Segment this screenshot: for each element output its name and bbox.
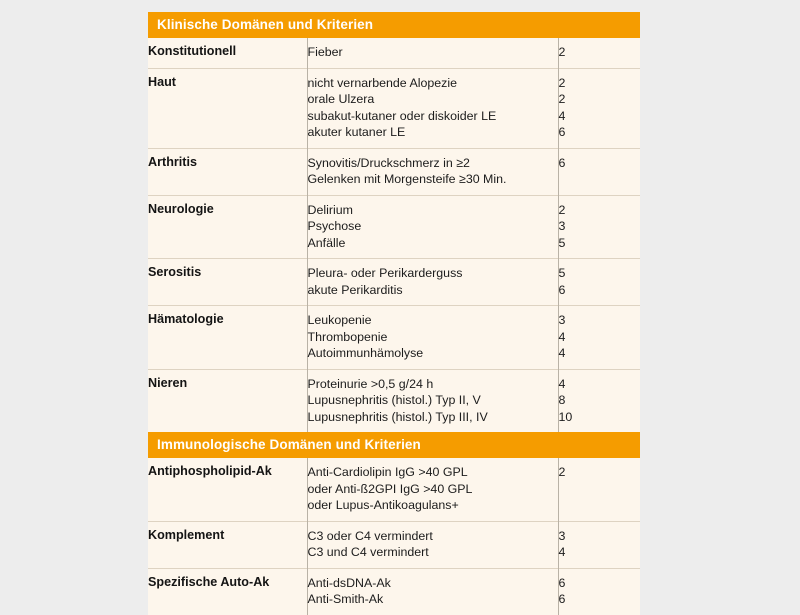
score-line: 4 xyxy=(558,346,566,360)
score-line: 4 xyxy=(558,108,566,123)
score-cell xyxy=(558,521,640,568)
score-line: 2 xyxy=(558,202,566,217)
criteria-table-container xyxy=(148,12,640,615)
criterion-line: Pleura- oder Perikarderguss xyxy=(307,266,463,280)
criterion-line: Fieber xyxy=(307,45,343,59)
score-line: 6 xyxy=(558,125,566,139)
score-line: 3 xyxy=(558,313,566,327)
table-row xyxy=(148,195,640,259)
table-row xyxy=(148,521,640,568)
criterion-line: oder Lupus-Antikoagulans+ xyxy=(307,498,459,512)
domain-name-cell: Hämatologie xyxy=(148,306,307,370)
domain-name-cell: Spezifische Auto-Ak xyxy=(148,568,307,615)
score-line: 2 xyxy=(558,92,566,106)
score-cell xyxy=(558,195,640,259)
score-cell xyxy=(558,68,640,148)
score-line: 4 xyxy=(558,545,566,559)
table-row xyxy=(148,38,640,68)
score-cell xyxy=(558,148,640,195)
score-line: 4 xyxy=(558,329,566,344)
criterion-line: C3 oder C4 vermindert xyxy=(307,528,433,543)
score-line: 2 xyxy=(558,465,566,479)
criteria-cell xyxy=(307,259,558,306)
score-cell xyxy=(558,369,640,432)
criterion-line: oder Anti-ß2GPI IgG >40 GPL xyxy=(307,481,473,496)
criterion-line: Anfälle xyxy=(307,235,346,250)
criteria-cell xyxy=(307,568,558,615)
score-line: 4 xyxy=(558,376,566,391)
criterion-line: Gelenken mit Morgensteife ≥30 Min. xyxy=(307,172,507,186)
score-cell xyxy=(558,458,640,521)
table-row xyxy=(148,369,640,432)
score-line: 5 xyxy=(558,235,566,250)
criterion-line: Thrombopenie xyxy=(307,329,388,344)
section-banner-label: Immunologische Domänen und Kriterien xyxy=(148,432,640,458)
criterion-line: Lupusnephritis (histol.) Typ III, IV xyxy=(307,409,488,424)
criteria-cell xyxy=(307,68,558,148)
score-line: 2 xyxy=(558,45,566,59)
criteria-cell xyxy=(307,38,558,68)
score-line: 6 xyxy=(558,592,566,606)
domain-name-cell: Komplement xyxy=(148,521,307,568)
table-row xyxy=(148,259,640,306)
criterion-line: nicht vernarbende Alopezie xyxy=(307,75,457,90)
criterion-line: subakut-kutaner oder diskoider LE xyxy=(307,108,497,123)
criteria-cell xyxy=(307,148,558,195)
criterion-line: Anti-dsDNA-Ak xyxy=(307,575,391,590)
domain-name-cell: Haut xyxy=(148,68,307,148)
sle-criteria-table xyxy=(148,12,640,615)
score-cell xyxy=(558,38,640,68)
criterion-line: Proteinurie >0,5 g/24 h xyxy=(307,376,434,391)
criterion-line: orale Ulzera xyxy=(307,92,375,106)
domain-name-cell: Arthritis xyxy=(148,148,307,195)
criterion-line: akute Perikarditis xyxy=(307,282,403,297)
score-cell xyxy=(558,306,640,370)
section-banner-label: Klinische Domänen und Kriterien xyxy=(148,12,640,38)
criteria-cell xyxy=(307,458,558,521)
score-line: 3 xyxy=(558,219,566,233)
domain-name-cell: Antiphospholipid-Ak xyxy=(148,458,307,521)
score-line: 6 xyxy=(558,282,566,297)
table-row xyxy=(148,68,640,148)
score-line: 10 xyxy=(558,409,573,424)
table-row xyxy=(148,458,640,521)
score-cell xyxy=(558,259,640,306)
section-banner-row xyxy=(148,432,640,458)
criterion-line: Psychose xyxy=(307,219,362,233)
criterion-line: C3 und C4 vermindert xyxy=(307,545,429,559)
criterion-line: Anti-Smith-Ak xyxy=(307,592,384,606)
criteria-cell xyxy=(307,521,558,568)
score-line: 8 xyxy=(558,393,566,407)
criteria-cell xyxy=(307,306,558,370)
criterion-line: Synovitis/Druckschmerz in ≥2 xyxy=(307,155,470,170)
table-row xyxy=(148,568,640,615)
domain-name-cell: Nieren xyxy=(148,369,307,432)
domain-name-cell: Serositis xyxy=(148,259,307,306)
criterion-line: Lupusnephritis (histol.) Typ II, V xyxy=(307,393,481,407)
score-line: 2 xyxy=(558,75,566,90)
table-row xyxy=(148,148,640,195)
score-cell xyxy=(558,568,640,615)
criteria-cell xyxy=(307,369,558,432)
section-banner-row xyxy=(148,12,640,38)
criterion-line: Autoimmunhämolyse xyxy=(307,346,424,360)
domain-name-cell: Konstitutionell xyxy=(148,38,307,68)
criterion-line: Leukopenie xyxy=(307,313,372,327)
score-line: 6 xyxy=(558,575,566,590)
domain-name-cell: Neurologie xyxy=(148,195,307,259)
criterion-line: Anti-Cardiolipin IgG >40 GPL xyxy=(307,465,468,479)
table-row xyxy=(148,306,640,370)
criterion-line: Delirium xyxy=(307,202,353,217)
score-line: 3 xyxy=(558,528,566,543)
criterion-line: akuter kutaner LE xyxy=(307,125,406,139)
score-line: 5 xyxy=(558,266,566,280)
criteria-cell xyxy=(307,195,558,259)
score-line: 6 xyxy=(558,155,566,170)
